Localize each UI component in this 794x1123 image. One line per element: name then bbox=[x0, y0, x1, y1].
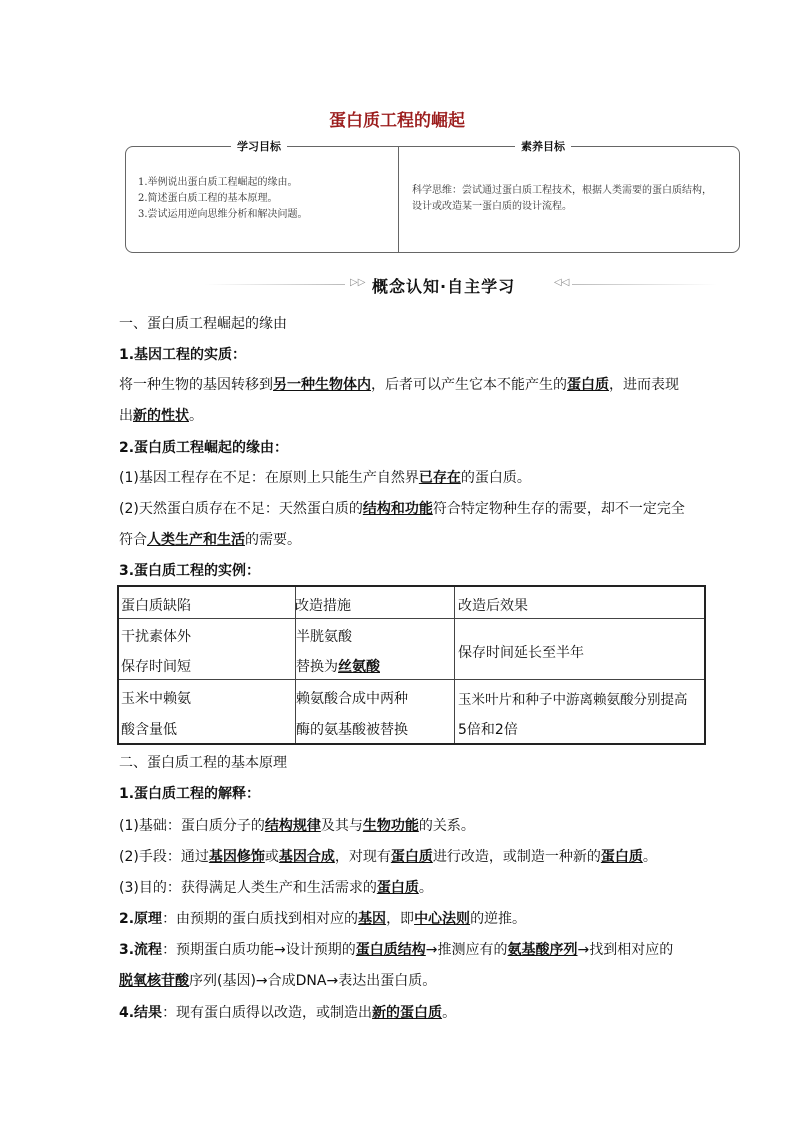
literacy-goals-label: 素养目标 bbox=[515, 138, 571, 154]
table-cell: 半胱氨酸 bbox=[296, 629, 352, 645]
item-label: 4.结果 bbox=[119, 1005, 163, 1021]
table-cell: 玉米中赖氨 bbox=[121, 691, 191, 707]
s2-q2 bbox=[119, 908, 526, 928]
text: ，对现有 bbox=[334, 849, 391, 865]
text: 出 bbox=[119, 408, 133, 424]
section2-heading: 二、蛋白质工程的基本原理 bbox=[119, 755, 287, 771]
literacy-goal-line: 设计或改造某一蛋白质的设计流程。 bbox=[412, 201, 572, 212]
learning-goal-item: 2.简述蛋白质工程的基本原理。 bbox=[138, 193, 278, 204]
table-cell: 玉米叶片和种子中游离赖氨酸分别提高 bbox=[458, 692, 688, 708]
table-col-divider bbox=[454, 587, 455, 743]
text: 的需要。 bbox=[245, 532, 301, 548]
text: 序列(基因)→合成DNA→表达出蛋白质。 bbox=[189, 973, 437, 989]
text: 的蛋白质。 bbox=[460, 470, 531, 486]
learning-goal-item: 1.举例说出蛋白质工程崛起的缘由。 bbox=[138, 177, 298, 188]
s2-q3-line2 bbox=[119, 970, 436, 990]
page-title: 蛋白质工程的崛起 bbox=[329, 111, 465, 131]
text: 符合特定物种生存的需要，却不一定完全 bbox=[432, 501, 685, 517]
item-label: 3.流程 bbox=[119, 942, 163, 958]
q1-line2 bbox=[119, 405, 203, 425]
text: (3)目的：获得满足人类生产和生活需求的 bbox=[119, 880, 377, 896]
examples-table bbox=[117, 585, 706, 745]
literacy-goal-line: 科学思维：尝试通过蛋白质工程技术，根据人类需要的蛋白质结构， bbox=[412, 185, 712, 196]
key-term: 蛋白质 bbox=[390, 849, 433, 865]
text: ：现有蛋白质得以改造，或制造出 bbox=[162, 1005, 373, 1021]
text: (1)基础：蛋白质分子的 bbox=[119, 818, 265, 834]
learning-goals-label: 学习目标 bbox=[231, 138, 287, 154]
banner-rule-right bbox=[572, 284, 717, 285]
banner-rule-left bbox=[205, 284, 345, 285]
text: (2)手段：通过 bbox=[119, 849, 209, 865]
key-term: 丝氨酸 bbox=[338, 659, 380, 675]
goals-box bbox=[125, 140, 740, 253]
s2-q4 bbox=[119, 1002, 456, 1022]
text: 将一种生物的基因转移到 bbox=[119, 377, 273, 393]
table-cell: 保存时间延长至半年 bbox=[458, 645, 584, 661]
key-term: 基因 bbox=[358, 911, 387, 927]
text: 。 bbox=[442, 1005, 457, 1021]
table-header: 改造后效果 bbox=[458, 598, 528, 614]
text: →找到相对应的 bbox=[577, 942, 674, 958]
text: 或 bbox=[264, 849, 279, 865]
table-row-divider bbox=[119, 679, 704, 680]
double-left-arrow-icon: ◁◁ bbox=[554, 277, 570, 288]
text: 符合 bbox=[119, 532, 147, 548]
table-cell: 酸含量低 bbox=[121, 722, 177, 738]
learning-goals-list bbox=[138, 175, 308, 223]
text: 。 bbox=[642, 849, 657, 865]
text: 及其与 bbox=[320, 818, 363, 834]
table-row-divider bbox=[119, 618, 704, 619]
banner-title: 概念认知·自主学习 bbox=[372, 277, 516, 296]
key-term: 蛋白质 bbox=[376, 880, 419, 896]
q1-line1 bbox=[119, 374, 679, 394]
text: ：预期蛋白质功能→设计预期的 bbox=[162, 942, 356, 958]
table-cell: 干扰素体外 bbox=[121, 629, 191, 645]
text: ，进而表现 bbox=[609, 377, 679, 393]
text: ：由预期的蛋白质找到相对应的 bbox=[162, 911, 359, 927]
key-term: 氨基酸序列 bbox=[507, 942, 578, 958]
table-header: 蛋白质缺陷 bbox=[121, 598, 191, 614]
key-term: 已存在 bbox=[418, 470, 461, 486]
goals-divider bbox=[398, 147, 399, 252]
key-term: 中心法则 bbox=[414, 911, 471, 927]
table-cell: 保存时间短 bbox=[121, 659, 191, 675]
s2-q1-label: 1.蛋白质工程的解释： bbox=[119, 786, 261, 802]
q2-item1 bbox=[119, 467, 531, 487]
double-right-arrow-icon: ▷▷ bbox=[350, 277, 366, 288]
learning-goal-item: 3.尝试运用逆向思维分析和解决问题。 bbox=[138, 209, 308, 220]
section-banner bbox=[0, 274, 794, 294]
text: →推测应有的 bbox=[425, 942, 508, 958]
text: ，即 bbox=[386, 911, 415, 927]
text: (2)天然蛋白质存在不足：天然蛋白质的 bbox=[119, 501, 363, 517]
q2-item2-line2 bbox=[119, 529, 301, 549]
text: 。 bbox=[189, 408, 203, 424]
s2-q1-item2 bbox=[119, 846, 657, 866]
key-term: 蛋白质结构 bbox=[355, 942, 426, 958]
s2-q1-item3 bbox=[119, 877, 433, 897]
s2-q3-line1 bbox=[119, 939, 673, 959]
key-term: 结构规律 bbox=[264, 818, 321, 834]
text: 。 bbox=[418, 880, 433, 896]
key-term: 新的性状 bbox=[133, 408, 189, 424]
item-label: 2.原理 bbox=[119, 911, 163, 927]
text: 的关系。 bbox=[418, 818, 475, 834]
text: ，后者可以产生它本不能产生的 bbox=[371, 377, 567, 393]
q2-item2-line1 bbox=[119, 498, 685, 518]
table-cell bbox=[296, 656, 380, 676]
table-cell: 5倍和2倍 bbox=[458, 722, 518, 738]
key-term: 脱氧核苷酸 bbox=[119, 973, 189, 989]
key-term: 另一种生物体内 bbox=[273, 377, 371, 393]
key-term: 蛋白质 bbox=[567, 377, 609, 393]
key-term: 蛋白质 bbox=[600, 849, 643, 865]
text: (1)基因工程存在不足：在原则上只能生产自然界 bbox=[119, 470, 419, 486]
section1-heading: 一、蛋白质工程崛起的缘由 bbox=[119, 316, 287, 332]
key-term: 新的蛋白质 bbox=[372, 1005, 443, 1021]
text: 替换为 bbox=[296, 659, 338, 675]
s2-q1-item1 bbox=[119, 815, 475, 835]
text: 进行改造，或制造一种新的 bbox=[432, 849, 601, 865]
q1-label: 1.基因工程的实质： bbox=[119, 347, 247, 363]
key-term: 基因修饰 bbox=[208, 849, 265, 865]
text: 的逆推。 bbox=[470, 911, 527, 927]
key-term: 基因合成 bbox=[278, 849, 335, 865]
literacy-goals-text bbox=[412, 183, 712, 215]
q2-label: 2.蛋白质工程崛起的缘由： bbox=[119, 440, 289, 456]
key-term: 人类生产和生活 bbox=[147, 532, 245, 548]
key-term: 结构和功能 bbox=[362, 501, 433, 517]
table-cell: 赖氨酸合成中两种 bbox=[296, 691, 408, 707]
q3-label: 3.蛋白质工程的实例： bbox=[119, 563, 261, 579]
table-header: 改造措施 bbox=[295, 598, 351, 614]
key-term: 生物功能 bbox=[362, 818, 419, 834]
table-cell: 酶的氨基酸被替换 bbox=[296, 722, 408, 738]
